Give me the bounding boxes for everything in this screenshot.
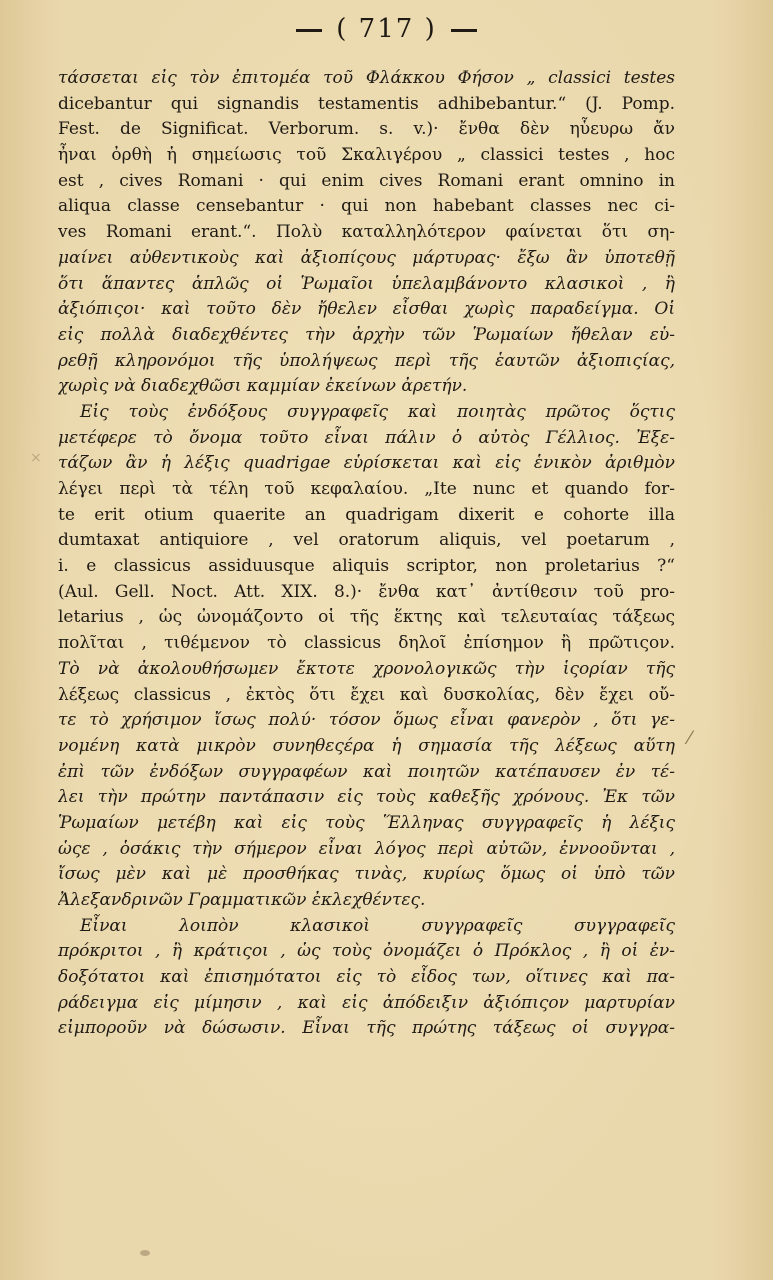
text-line: ἀξιόπιςοι· καὶ τοῦτο δὲν ἤθελεν εἶσθαι χωρὶς παραδείγμα. Οἱ (58, 299, 675, 320)
text-line: ves Romani erant.“. Πολὺ καταλληλότερον φαίνεται ὅτι ση- (58, 222, 675, 243)
text-line: τάζων ἂν ἡ λέξις quadrigae εὑρίσκεται καὶ εἰς ἑνικὸν ἀριθμὸν (58, 453, 675, 474)
paragraph-end-line: χωρὶς νὰ διαδεχθῶσι καμμίαν ἐκείνων ἀρετήν. (58, 376, 468, 397)
text-line: dumtaxat antiquiore , vel oratorum aliquis, vel poetarum , (58, 530, 675, 551)
text-line: λέγει περὶ τὰ τέλη τοῦ κεφαλαίου. „Ite nunc et quando for- (58, 479, 675, 499)
text-line: εἰς πολλὰ διαδεχθέντες τὴν ἀρχὴν τῶν Ῥωμαίων ἤθελαν εὑ- (58, 324, 675, 345)
text-line: Ῥωμαίων μετέβη καὶ εἰς τοὺς Ἕλληνας συγγραφεῖς ἡ λέξις (58, 812, 675, 833)
ink-smudge (140, 1250, 150, 1256)
paragraph-end-line: Ἀλεξανδρινῶν Γραμματικῶν ἐκλεχθέντες. (58, 890, 426, 910)
text-line: aliqua classe censebantur · qui non habebant classes nec ci- (58, 196, 675, 217)
text-line: ράδειγμα εἰς μίμησιν , καὶ εἰς ἀπόδειξιν ἀξιόπιςον μαρτυρίαν (58, 992, 675, 1013)
text-line: ρεθῇ κληρονόμοι τῆς ὑπολήψεως περὶ τῆς ἑαυτῶν ἀξιοπιςίας, (58, 350, 675, 371)
text-line: πολῖται , τιθέμενον τὸ classicus δηλοῖ ἐπίσημον ἢ πρῶτιςον. (58, 633, 675, 654)
body-text (58, 66, 675, 1042)
margin-mark-left: × (30, 450, 42, 466)
text-line: νομένη κατὰ μικρὸν συνηθεςέρα ἡ σημασία τῆς λέξεως αὕτη (58, 735, 675, 756)
text-line: πρόκριτοι , ἢ κράτιςοι , ὡς τοὺς ὀνομάζει ὁ Πρόκλος , ἢ οἱ ἐν- (58, 941, 675, 962)
text-line: dicebantur qui signandis testamentis adhibebantur.“ (J. Pomp. (58, 93, 675, 114)
text-line: δοξότατοι καὶ ἐπισημότατοι εἰς τὸ εἶδος των, οἵτινες καὶ πα- (58, 967, 675, 988)
header-dash-right (451, 29, 477, 32)
paragraph-start-line: Εἶναι λοιπὸν κλασικοὶ συγγραφεῖς συγγραφεῖς (80, 915, 675, 936)
text-line: (Aul. Gell. Noct. Att. XIX. 8.)· ἔνθα κατ᾽ ἀντίθεσιν τοῦ pro- (58, 581, 675, 602)
text-line: te erit otium quaerite an quadrigam dixerit e cohorte illa (58, 504, 675, 525)
margin-mark-right: ⁄ (688, 728, 692, 749)
text-line: est , cives Romani · qui enim cives Romani erant omnino in (58, 170, 675, 191)
paragraph-start-line: Εἰς τοὺς ἐνδόξους συγγραφεῖς καὶ ποιητὰς πρῶτος ὅςτις (80, 401, 675, 422)
text-line: Fest. de Significat. Verborum. s. v.)· ἔνθα δὲν ηὗευρω ἄν (58, 119, 675, 140)
text-line: ἐπὶ τῶν ἐνδόξων συγγραφέων καὶ ποιητῶν κατέπαυσεν ἐν τέ- (58, 761, 675, 782)
text-line: ἦναι ὀρθὴ ἡ σημείωσις τοῦ Σκαλιγέρου „ classici testes , hoc (58, 145, 675, 166)
text-line: μετέφερε τὸ ὄνομα τοῦτο εἶναι πάλιν ὁ αὐτὸς Γέλλιος. Ἐξε- (58, 427, 675, 448)
text-line: εἰμποροῦν νὰ δώσωσιν. Εἶναι τῆς πρώτης τάξεως οἱ συγγρα- (58, 1018, 675, 1039)
text-line: ἴσως μὲν καὶ μὲ προσθήκας τινὰς, κυρίως ὅμως οἱ ὑπὸ τῶν (58, 864, 675, 885)
text-line: letarius , ὡς ὠνομάζοντο οἱ τῆς ἕκτης καὶ τελευταίας τάξεως (58, 607, 675, 628)
text-line: Τὸ νὰ ἀκολουθήσωμεν ἔκτοτε χρονολογικῶς τὴν ἱςορίαν τῆς (58, 658, 675, 679)
text-line: μαίνει αὐθεντικοὺς καὶ ἀξιοπίςους μάρτυρας· ἔξω ἂν ὑποτεθῇ (58, 247, 675, 268)
page-number-open: ( (336, 14, 349, 44)
text-line: λει τὴν πρώτην παντάπασιν εἰς τοὺς καθεξῆς χρόνους. Ἐκ τῶν (58, 787, 675, 808)
text-line: ὡςε , ὁσάκις τὴν σήμερον εἶναι λόγος περὶ αὐτῶν, ἐννοοῦνται , (58, 838, 675, 859)
text-line: λέξεως classicus , ἐκτὸς ὅτι ἔχει καὶ δυσκολίας, δὲν ἔχει οὔ- (58, 684, 675, 705)
page-number-close: ) (424, 14, 437, 44)
text-line: τάσσεται εἰς τὸν ἐπιτομέα τοῦ Φλάκκου Φήσον „ classici testes (58, 68, 675, 88)
header-dash-left (296, 29, 322, 32)
text-line: i. e classicus assiduusque aliquis scriptor, non proletarius ?“ (58, 556, 675, 577)
page-number: 717 (358, 14, 415, 44)
text-line: ὅτι ἅπαντες ἁπλῶς οἱ Ῥωμαῖοι ὑπελαμβάνοντο κλασικοὶ , ἢ (58, 273, 675, 294)
text-line: τε τὸ χρήσιμον ἴσως πολύ· τόσον ὅμως εἶναι φανερὸν , ὅτι γε- (58, 710, 675, 731)
page-header (0, 14, 773, 44)
